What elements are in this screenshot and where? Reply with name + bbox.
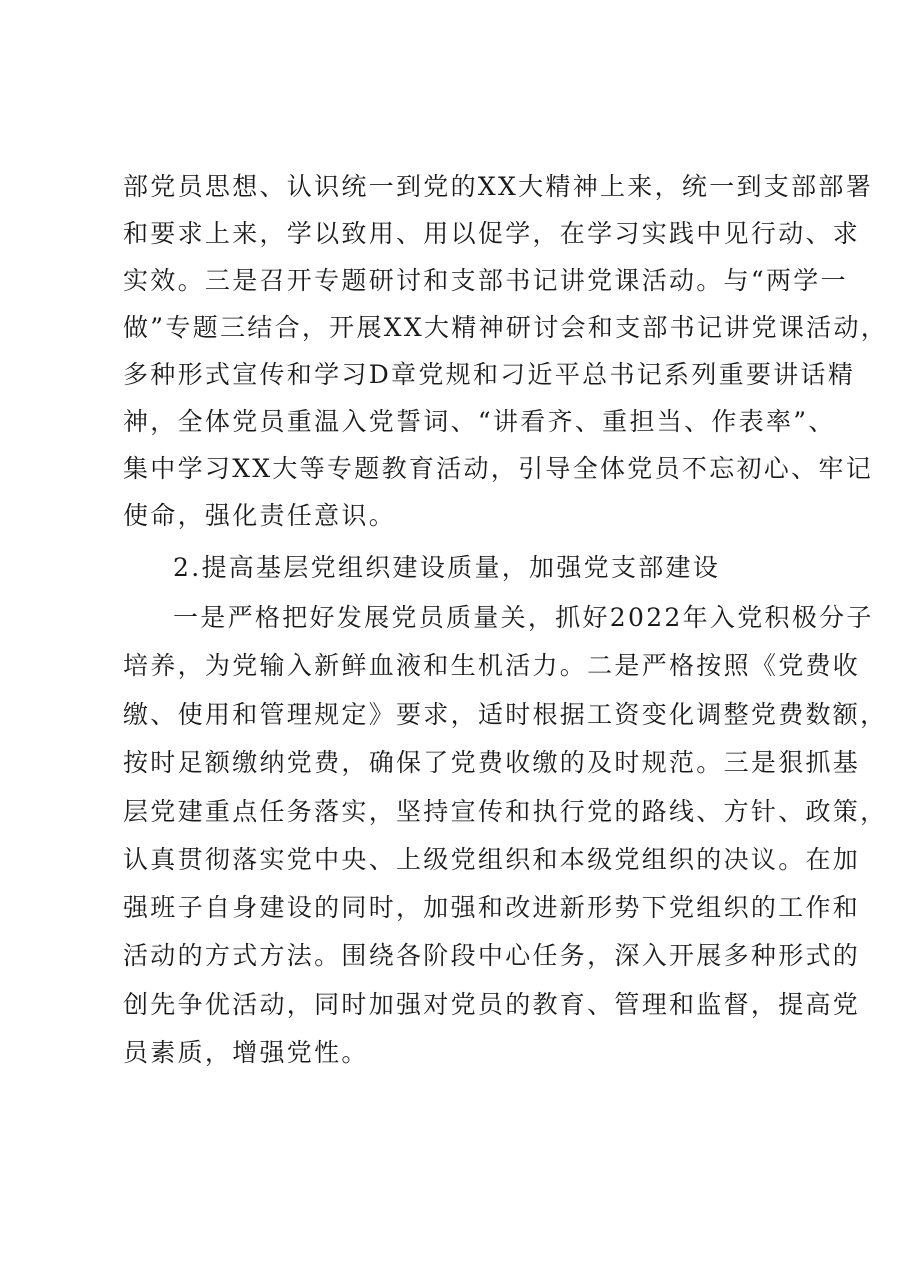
paragraph-line: 认真贯彻落实党中央、上级党组织和本级党组织的决议。在加 — [123, 845, 861, 874]
section-heading: 2.提高基层党组织建设质量，加强党支部建设 — [173, 553, 721, 582]
paragraph-line: 部党员思想、认识统一到党的XX大精神上来，统一到支部部署 — [123, 172, 873, 201]
paragraph-line: 强班子自身建设的同时，加强和改进新形势下党组织的工作和 — [123, 893, 861, 922]
paragraph-line: 员素质，增强党性。 — [123, 1038, 369, 1067]
paragraph-line: 层党建重点任务落实，坚持宣传和执行党的路线、方针、政策， — [123, 797, 888, 826]
paragraph-line: 培养，为党输入新鲜血液和生机活力。二是严格按照《党费收 — [123, 651, 861, 680]
paragraph-line: 创先争优活动，同时加强对党员的教育、管理和监督，提高党 — [123, 990, 861, 1019]
paragraph-line: 实效。三是召开专题研讨和支部书记讲党课活动。与“两学一 — [123, 266, 848, 295]
paragraph-line: 一是严格把好发展党员质量关，抓好2022年入党积极分子 — [173, 603, 874, 632]
paragraph-line: 集中学习XX大等专题教育活动，引导全体党员不忘初心、牢记 — [123, 454, 873, 483]
paragraph-line: 使命，强化责任意识。 — [123, 501, 397, 530]
paragraph-line: 按时足额缴纳党费，确保了党费收缴的及时规范。三是狠抓基 — [123, 748, 861, 777]
paragraph-line: 和要求上来，学以致用、用以促学，在学习实践中见行动、求 — [123, 219, 861, 248]
paragraph-line: 神，全体党员重温入党誓词、“讲看齐、重担当、作表率”、 — [123, 407, 836, 436]
paragraph-line: 活动的方式方法。围绕各阶段中心任务，深入开展多种形式的 — [123, 941, 861, 970]
paragraph-line: 做”专题三结合，开展XX大精神研讨会和支部书记讲党课活动， — [123, 313, 889, 342]
paragraph-line: 缴、使用和管理规定》要求，适时根据工资变化调整党费数额， — [123, 700, 888, 729]
paragraph-line: 多种形式宣传和学习D章党规和刁近平总书记系列重要讲话精 — [123, 360, 856, 389]
